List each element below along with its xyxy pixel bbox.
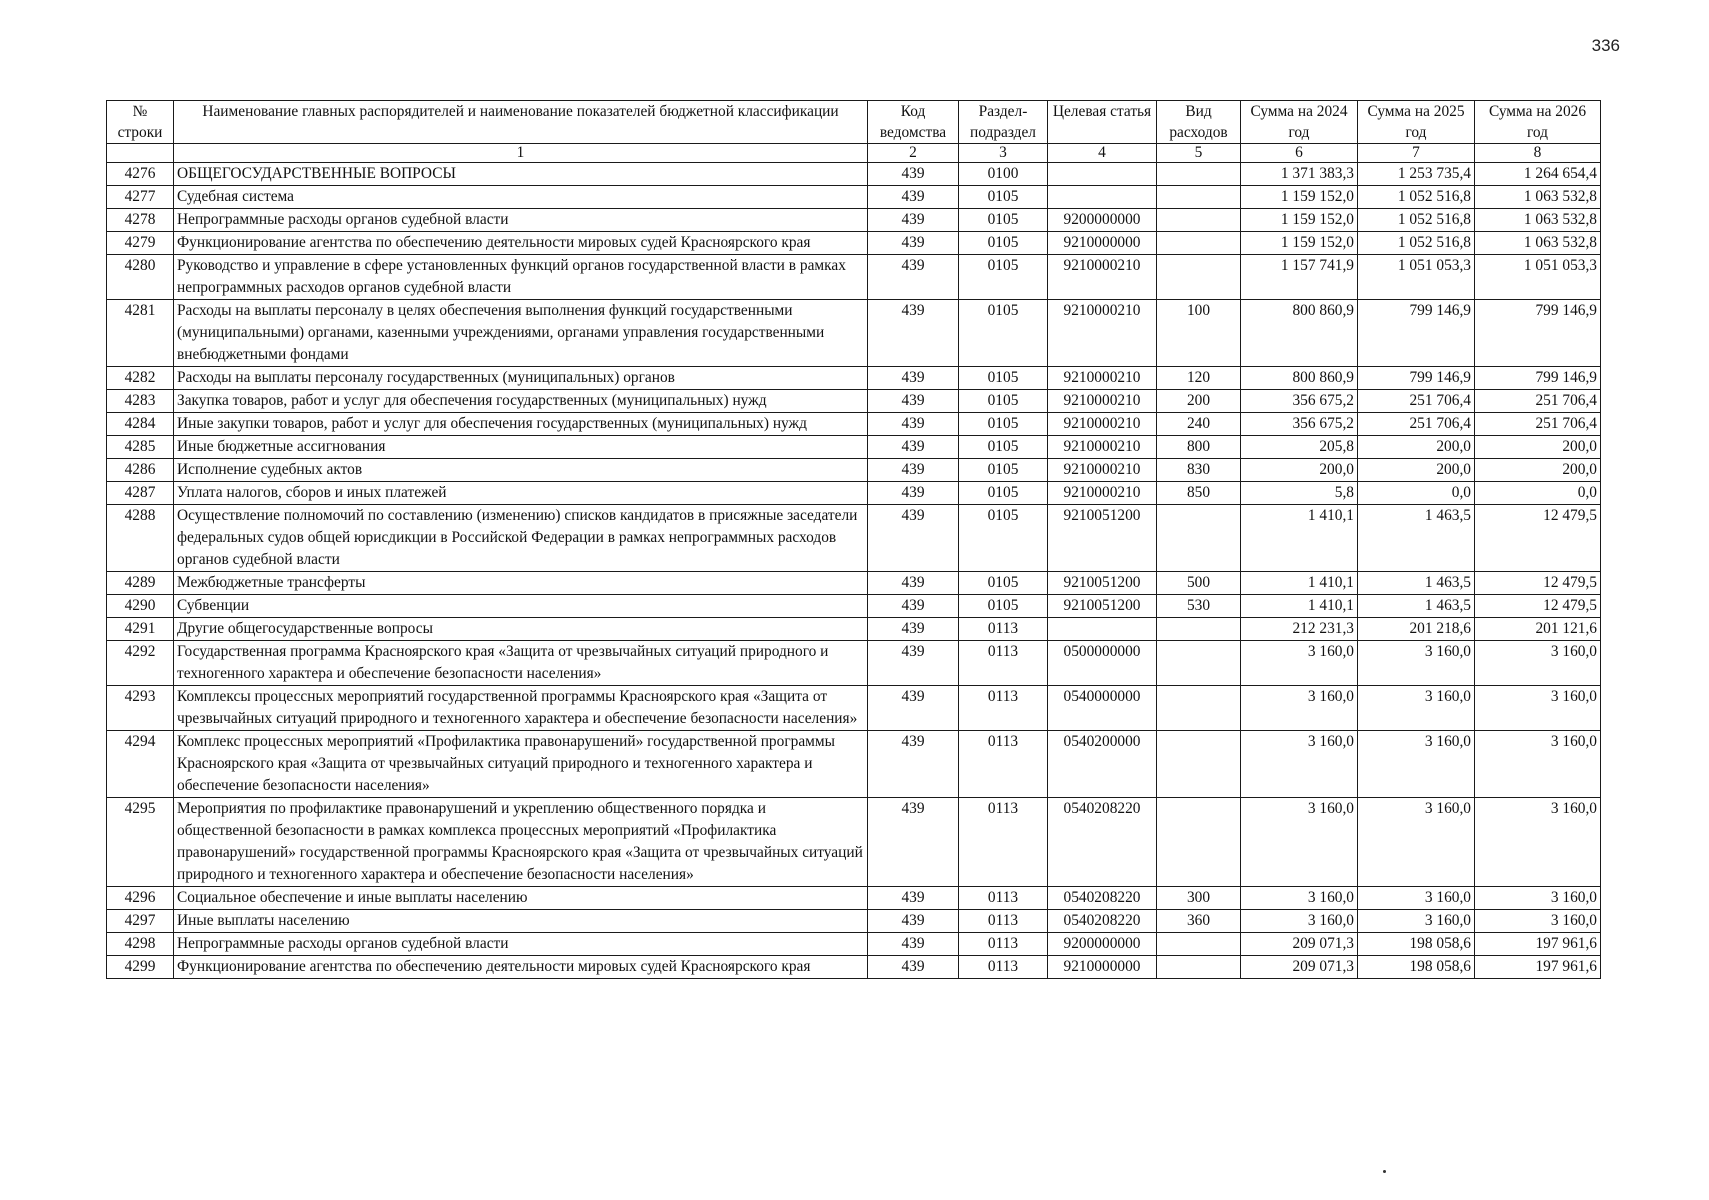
table-row [107,367,1601,390]
row-number: 4295 [107,798,174,887]
row-name: Комплексы процессных мероприятий государственной программы Красноярского края «Защита от чрезвычайных ситуаций природного и техногенного характера и обеспечение безопасности населения» [174,686,868,731]
row-sum-2025: 1 051 053,3 [1358,255,1475,300]
row-sum-2025: 3 160,0 [1358,887,1475,910]
row-number: 4277 [107,186,174,209]
row-number: 4284 [107,413,174,436]
column-number: 7 [1358,144,1475,163]
row-name: Иные бюджетные ассигнования [174,436,868,459]
row-section: 0113 [959,933,1048,956]
row-number: 4291 [107,618,174,641]
row-sum-2024: 212 231,3 [1241,618,1358,641]
row-code: 439 [868,933,959,956]
row-article: 9210000210 [1048,255,1157,300]
header-code: Код ведомства [868,101,959,144]
table-row [107,390,1601,413]
row-article: 0540000000 [1048,686,1157,731]
row-name: Расходы на выплаты персоналу в целях обеспечения выполнения функций государственными (муниципальными) органами, казенными учреждениями, органами управления государственными внебюджетными фондами [174,300,868,367]
row-number: 4288 [107,505,174,572]
row-name: Комплекс процессных мероприятий «Профилактика правонарушений» государственной программы Красноярского края «Защита от чрезвычайных ситуаций природного и техногенного характера и обеспечение безопасности населения» [174,731,868,798]
row-name: Другие общегосударственные вопросы [174,618,868,641]
row-article: 0500000000 [1048,641,1157,686]
row-sum-2026: 0,0 [1475,482,1601,505]
row-article: 9210000210 [1048,390,1157,413]
row-code: 439 [868,595,959,618]
row-section: 0105 [959,255,1048,300]
row-name: Уплата налогов, сборов и иных платежей [174,482,868,505]
row-code: 439 [868,186,959,209]
header-exp-type: Вид расходов [1157,101,1241,144]
table-row [107,956,1601,979]
row-name: Осуществление полномочий по составлению (изменению) списков кандидатов в присяжные заседатели федеральных судов общей юрисдикции в Российской Федерации в рамках непрограммных расходов органов судебной власти [174,505,868,572]
row-article [1048,186,1157,209]
row-code: 439 [868,887,959,910]
column-number [107,144,174,163]
header-section: Раздел-подраздел [959,101,1048,144]
row-exp-type: 830 [1157,459,1241,482]
row-sum-2026: 12 479,5 [1475,572,1601,595]
row-name: Государственная программа Красноярского края «Защита от чрезвычайных ситуаций природного и техногенного характера и обеспечение безопасности населения» [174,641,868,686]
row-section: 0105 [959,436,1048,459]
row-section: 0105 [959,413,1048,436]
row-exp-type [1157,731,1241,798]
row-article: 9200000000 [1048,933,1157,956]
row-code: 439 [868,232,959,255]
column-number: 4 [1048,144,1157,163]
row-sum-2026: 1 063 532,8 [1475,232,1601,255]
header-sum-2025: Сумма на 2025 год [1358,101,1475,144]
row-sum-2026: 1 063 532,8 [1475,186,1601,209]
row-sum-2024: 800 860,9 [1241,367,1358,390]
row-sum-2025: 1 052 516,8 [1358,186,1475,209]
row-section: 0105 [959,459,1048,482]
table-row [107,641,1601,686]
row-sum-2024: 1 159 152,0 [1241,232,1358,255]
row-sum-2025: 251 706,4 [1358,413,1475,436]
row-sum-2026: 3 160,0 [1475,910,1601,933]
row-sum-2025: 0,0 [1358,482,1475,505]
row-name: Иные закупки товаров, работ и услуг для обеспечения государственных (муниципальных) нужд [174,413,868,436]
table-row [107,686,1601,731]
row-name: Судебная система [174,186,868,209]
row-section: 0113 [959,618,1048,641]
row-exp-type [1157,798,1241,887]
row-article: 9210000210 [1048,413,1157,436]
row-code: 439 [868,731,959,798]
row-number: 4287 [107,482,174,505]
row-sum-2024: 1 157 741,9 [1241,255,1358,300]
table-row [107,413,1601,436]
row-number: 4283 [107,390,174,413]
row-sum-2024: 205,8 [1241,436,1358,459]
row-number: 4290 [107,595,174,618]
row-name: Иные выплаты населению [174,910,868,933]
row-name: Мероприятия по профилактике правонарушений и укреплению общественного порядка и общественной безопасности в рамках комплекса процессных мероприятий «Профилактика правонарушений» государственной программы Красноярского края «Защита от чрезвычайных ситуаций природного и техногенного характера и обеспечение безопасности населения» [174,798,868,887]
row-name: Функционирование агентства по обеспечению деятельности мировых судей Красноярского края [174,232,868,255]
row-exp-type [1157,956,1241,979]
row-number: 4276 [107,163,174,186]
row-article: 9210000000 [1048,232,1157,255]
row-name: Расходы на выплаты персоналу государственных (муниципальных) органов [174,367,868,390]
row-sum-2025: 1 052 516,8 [1358,209,1475,232]
row-sum-2024: 1 410,1 [1241,572,1358,595]
row-section: 0105 [959,232,1048,255]
row-exp-type [1157,163,1241,186]
row-section: 0113 [959,910,1048,933]
row-sum-2026: 3 160,0 [1475,887,1601,910]
row-exp-type [1157,505,1241,572]
row-exp-type [1157,618,1241,641]
row-sum-2024: 1 159 152,0 [1241,186,1358,209]
row-sum-2025: 200,0 [1358,459,1475,482]
row-sum-2026: 3 160,0 [1475,798,1601,887]
header-name: Наименование главных распорядителей и наименование показателей бюджетной классификации [174,101,868,144]
row-code: 439 [868,686,959,731]
table-row [107,572,1601,595]
row-section: 0105 [959,300,1048,367]
row-name: Межбюджетные трансферты [174,572,868,595]
row-sum-2026: 200,0 [1475,436,1601,459]
row-exp-type: 120 [1157,367,1241,390]
row-name: Субвенции [174,595,868,618]
row-exp-type: 800 [1157,436,1241,459]
row-sum-2025: 799 146,9 [1358,300,1475,367]
row-article: 9210000210 [1048,482,1157,505]
row-name: Непрограммные расходы органов судебной власти [174,209,868,232]
table-row [107,186,1601,209]
row-sum-2026: 197 961,6 [1475,956,1601,979]
row-section: 0105 [959,572,1048,595]
row-section: 0113 [959,887,1048,910]
row-sum-2025: 799 146,9 [1358,367,1475,390]
row-code: 439 [868,482,959,505]
table-row [107,933,1601,956]
row-section: 0113 [959,731,1048,798]
table-row [107,300,1601,367]
row-exp-type: 530 [1157,595,1241,618]
row-name: Закупка товаров, работ и услуг для обеспечения государственных (муниципальных) нужд [174,390,868,413]
row-exp-type [1157,255,1241,300]
column-number-row [107,144,1601,163]
row-exp-type: 100 [1157,300,1241,367]
row-exp-type: 500 [1157,572,1241,595]
row-sum-2024: 356 675,2 [1241,413,1358,436]
row-sum-2026: 1 063 532,8 [1475,209,1601,232]
budget-table [106,100,1601,979]
row-name: Исполнение судебных актов [174,459,868,482]
row-exp-type: 200 [1157,390,1241,413]
row-sum-2025: 1 052 516,8 [1358,232,1475,255]
row-sum-2025: 1 253 735,4 [1358,163,1475,186]
column-number: 8 [1475,144,1601,163]
row-sum-2025: 3 160,0 [1358,798,1475,887]
table-row [107,595,1601,618]
row-sum-2026: 12 479,5 [1475,505,1601,572]
row-section: 0105 [959,390,1048,413]
row-sum-2024: 3 160,0 [1241,731,1358,798]
table-row [107,232,1601,255]
row-code: 439 [868,572,959,595]
row-number: 4299 [107,956,174,979]
row-exp-type [1157,641,1241,686]
row-exp-type [1157,232,1241,255]
row-code: 439 [868,209,959,232]
row-sum-2026: 200,0 [1475,459,1601,482]
page-number: 336 [1591,36,1620,55]
row-sum-2024: 3 160,0 [1241,910,1358,933]
row-exp-type: 360 [1157,910,1241,933]
table-row [107,255,1601,300]
column-number: 1 [174,144,868,163]
row-sum-2024: 800 860,9 [1241,300,1358,367]
row-number: 4294 [107,731,174,798]
row-section: 0100 [959,163,1048,186]
table-body [107,163,1601,979]
row-number: 4280 [107,255,174,300]
row-article [1048,163,1157,186]
row-code: 439 [868,798,959,887]
row-sum-2025: 3 160,0 [1358,686,1475,731]
row-sum-2024: 1 410,1 [1241,595,1358,618]
row-sum-2025: 3 160,0 [1358,731,1475,798]
row-section: 0113 [959,798,1048,887]
column-number: 5 [1157,144,1241,163]
row-sum-2026: 799 146,9 [1475,300,1601,367]
header-article: Целевая статья [1048,101,1157,144]
table-row [107,887,1601,910]
row-exp-type: 850 [1157,482,1241,505]
row-code: 439 [868,413,959,436]
row-sum-2024: 3 160,0 [1241,887,1358,910]
row-article: 9210000210 [1048,300,1157,367]
row-section: 0105 [959,482,1048,505]
row-sum-2024: 209 071,3 [1241,956,1358,979]
row-sum-2026: 3 160,0 [1475,731,1601,798]
row-code: 439 [868,618,959,641]
row-article: 9210000210 [1048,459,1157,482]
row-sum-2024: 1 159 152,0 [1241,209,1358,232]
row-article: 9200000000 [1048,209,1157,232]
row-number: 4289 [107,572,174,595]
row-code: 439 [868,163,959,186]
table-row [107,618,1601,641]
row-sum-2024: 200,0 [1241,459,1358,482]
row-sum-2026: 1 051 053,3 [1475,255,1601,300]
row-exp-type [1157,209,1241,232]
row-exp-type [1157,686,1241,731]
row-section: 0105 [959,209,1048,232]
row-number: 4281 [107,300,174,367]
row-code: 439 [868,956,959,979]
row-sum-2024: 5,8 [1241,482,1358,505]
row-article: 9210000000 [1048,956,1157,979]
row-exp-type: 240 [1157,413,1241,436]
row-sum-2024: 3 160,0 [1241,798,1358,887]
row-name: Функционирование агентства по обеспечению деятельности мировых судей Красноярского края [174,956,868,979]
table-row [107,436,1601,459]
row-exp-type: 300 [1157,887,1241,910]
row-section: 0113 [959,956,1048,979]
row-code: 439 [868,459,959,482]
row-sum-2024: 356 675,2 [1241,390,1358,413]
row-sum-2024: 3 160,0 [1241,686,1358,731]
scan-dot [1383,1170,1386,1173]
table-row [107,459,1601,482]
column-number: 6 [1241,144,1358,163]
row-sum-2025: 3 160,0 [1358,910,1475,933]
row-sum-2025: 251 706,4 [1358,390,1475,413]
row-sum-2026: 3 160,0 [1475,641,1601,686]
row-article: 0540208220 [1048,910,1157,933]
row-number: 4292 [107,641,174,686]
row-sum-2026: 1 264 654,4 [1475,163,1601,186]
row-code: 439 [868,255,959,300]
row-article: 9210051200 [1048,572,1157,595]
row-section: 0105 [959,505,1048,572]
row-sum-2026: 197 961,6 [1475,933,1601,956]
table-row [107,505,1601,572]
row-sum-2025: 198 058,6 [1358,933,1475,956]
row-number: 4297 [107,910,174,933]
row-article: 0540200000 [1048,731,1157,798]
row-section: 0113 [959,641,1048,686]
row-code: 439 [868,300,959,367]
row-code: 439 [868,390,959,413]
header-sum-2024: Сумма на 2024 год [1241,101,1358,144]
row-section: 0113 [959,686,1048,731]
row-sum-2025: 1 463,5 [1358,595,1475,618]
table-row [107,482,1601,505]
header-row [107,101,1601,144]
header-sum-2026: Сумма на 2026 год [1475,101,1601,144]
row-number: 4279 [107,232,174,255]
row-code: 439 [868,910,959,933]
table-row [107,731,1601,798]
column-number: 3 [959,144,1048,163]
row-sum-2025: 1 463,5 [1358,572,1475,595]
header-row-no: № строки [107,101,174,144]
column-number: 2 [868,144,959,163]
row-sum-2024: 209 071,3 [1241,933,1358,956]
row-sum-2026: 251 706,4 [1475,390,1601,413]
row-sum-2024: 1 410,1 [1241,505,1358,572]
row-article: 9210000210 [1048,436,1157,459]
row-sum-2026: 201 121,6 [1475,618,1601,641]
row-code: 439 [868,505,959,572]
row-sum-2025: 3 160,0 [1358,641,1475,686]
row-code: 439 [868,367,959,390]
row-section: 0105 [959,186,1048,209]
row-sum-2024: 1 371 383,3 [1241,163,1358,186]
row-name: Социальное обеспечение и иные выплаты населению [174,887,868,910]
row-exp-type [1157,933,1241,956]
row-section: 0105 [959,367,1048,390]
row-code: 439 [868,436,959,459]
row-sum-2026: 3 160,0 [1475,686,1601,731]
row-number: 4298 [107,933,174,956]
row-exp-type [1157,186,1241,209]
row-sum-2025: 201 218,6 [1358,618,1475,641]
row-article: 9210051200 [1048,595,1157,618]
row-sum-2026: 12 479,5 [1475,595,1601,618]
row-sum-2025: 1 463,5 [1358,505,1475,572]
row-sum-2024: 3 160,0 [1241,641,1358,686]
table-row [107,163,1601,186]
row-article: 9210000210 [1048,367,1157,390]
row-name: Непрограммные расходы органов судебной власти [174,933,868,956]
table-row [107,798,1601,887]
row-article [1048,618,1157,641]
row-name: Руководство и управление в сфере установленных функций органов государственной власти в рамках непрограммных расходов органов судебной власти [174,255,868,300]
row-name: ОБЩЕГОСУДАРСТВЕННЫЕ ВОПРОСЫ [174,163,868,186]
row-article: 0540208220 [1048,798,1157,887]
row-number: 4286 [107,459,174,482]
table-row [107,209,1601,232]
row-sum-2025: 198 058,6 [1358,956,1475,979]
table-row [107,910,1601,933]
row-article: 0540208220 [1048,887,1157,910]
row-sum-2025: 200,0 [1358,436,1475,459]
row-sum-2026: 799 146,9 [1475,367,1601,390]
row-article: 9210051200 [1048,505,1157,572]
row-number: 4296 [107,887,174,910]
row-number: 4293 [107,686,174,731]
row-number: 4285 [107,436,174,459]
row-section: 0105 [959,595,1048,618]
row-number: 4282 [107,367,174,390]
row-code: 439 [868,641,959,686]
row-sum-2026: 251 706,4 [1475,413,1601,436]
row-number: 4278 [107,209,174,232]
